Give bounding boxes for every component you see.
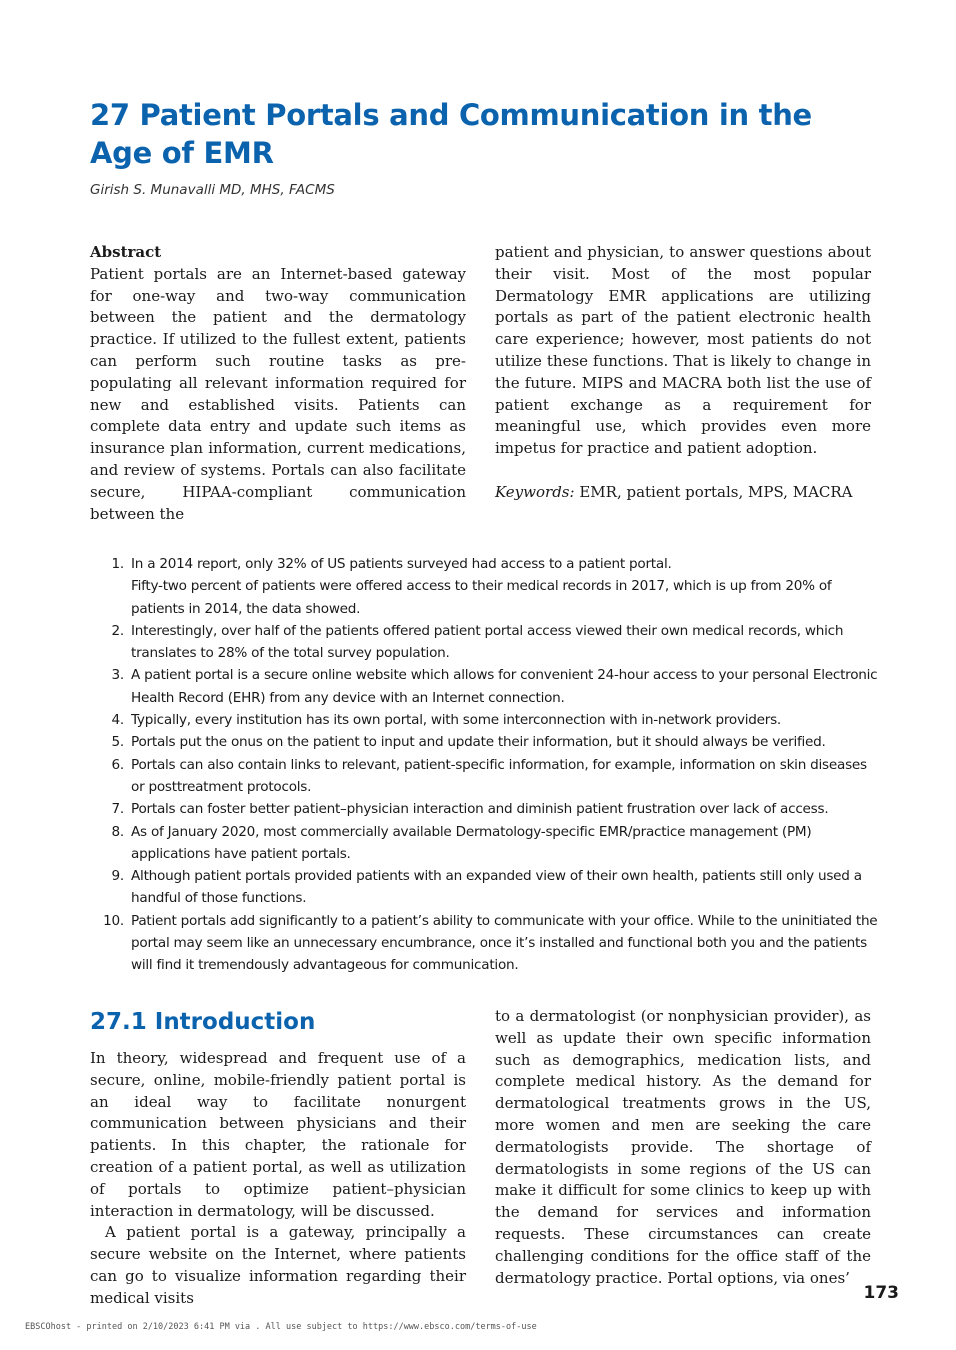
introduction-left-column [90,1048,466,1310]
abstract-left-column [90,242,466,525]
list-item-number: 9. [111,868,124,885]
list-item-number: 5. [111,734,124,751]
list-item-number: 4. [111,712,124,729]
abstract-right-column [495,242,871,504]
key-points-list [90,553,880,977]
list-item [90,620,880,665]
list-item-number: 10. [103,912,124,929]
introduction-paragraph-1: In theory, widespread and frequent use of a secure, online, mobile-friendly patient portal is an ideal way to facilitate nonurgent communication between physicians and their patients. In this chapter, the rationale for creation of a patient portal, as well as utilization of portals to optimize patient–physician interaction in dermatology, will be discussed. [90,1049,466,1220]
section-heading-introduction: 27.1 Introduction [90,1009,316,1035]
list-item-text: Patient portals add significantly to a patient’s ability to communicate with your office. While to the uninitiated the portal may seem like an unnecessary encumbrance, once it’s installed and functional both you and the patients will find it tremendously advantageous for communication. [131,912,878,974]
list-item [90,754,880,799]
list-item [90,910,880,977]
abstract-text-left: Patient portals are an Internet-based gateway for one-way and two-way communication between the patient and the dermatology practice. If utilized to the fullest extent, patients can perform such routine tasks as pre-populating all relevant information required for new and established visits. Patients can complete data entry and update such items as insurance plan information, current medications, and review of systems. Portals can also facilitate secure, HIPAA-compliant communication between the [90,264,466,523]
keywords-line [495,482,871,504]
abstract-heading: Abstract [90,243,162,261]
print-footer: EBSCOhost - printed on 2/10/2023 6:41 PM via . All use subject to https://www.ebsco.com/terms-of-use [25,1322,537,1332]
list-item [90,709,880,731]
list-item [90,731,880,753]
list-item-text: Interestingly, over half of the patients offered patient portal access viewed their own medical records, which translates to 28% of the total survey population. [131,622,844,662]
list-item-text: In a 2014 report, only 32% of US patients surveyed had access to a patient portal. [131,556,672,572]
list-item-text: Portals can foster better patient–physician interaction and diminish patient frustration over lack of access. [131,801,829,818]
list-item [90,553,880,620]
list-item [90,865,880,910]
list-item-text: Typically, every institution has its own portal, with some interconnection with in-network providers. [131,712,781,729]
author-line: Girish S. Munavalli MD, MHS, FACMS [90,182,335,198]
list-item-number: 6. [111,756,124,773]
list-item-number: 8. [111,823,124,840]
list-item-text: Although patient portals provided patients with an expanded view of their own health, patients still only used a handful of those functions. [131,868,862,907]
list-item-text: As of January 2020, most commercially available Dermatology-specific EMR/practice management (PM) applications have patient portals. [131,823,812,862]
chapter-title: 27 Patient Portals and Communication in the Age of EMR [90,98,812,170]
list-item-number: 3. [111,667,124,684]
keywords-value: EMR, patient portals, MPS, MACRA [579,482,853,501]
list-item [90,821,880,866]
list-item-text: Portals can also contain links to relevant, patient-specific information, for example, information on skin diseases or posttreatment protocols. [131,756,867,795]
list-item-number: 7. [111,801,124,818]
list-item-extra: Fifty-two percent of patients were offered access to their medical records in 2017, which is up from 20% of patients in 2014, the data showed. [131,578,832,617]
list-item [90,664,880,709]
list-item-number: 2. [111,622,124,639]
introduction-paragraph-right: to a dermatologist (or nonphysician provider), as well as update their own specific information such as demographics, medication lists, and complete medical history. As the demand for dermatological treatments grows in the US, more women and men are seeking the care dermatologists provide. The shortage of dermatologists in some regions of the US can make it difficult for some clinics to keep up with the demand for services and information requests. These circumstances can create challenging conditions for the office staff of the dermatology practice. Portal options, via ones’ [495,1007,871,1287]
page-number: 173 [863,1283,899,1303]
abstract-text-right: patient and physician, to answer questions about their visit. Most of the most popular Dermatology EMR applications are utilizing portals as part of the patient electronic health care experience; however, most patients do not utilize these functions. That is likely to change in the future. MIPS and MACRA both list the use of patient exchange as a requirement for meaningful use, which provides even more impetus for practice and patient adoption. [495,243,871,458]
introduction-paragraph-2: A patient portal is a gateway, principally a secure website on the Internet, where patients can go to visualize information regarding their medical visits [90,1223,466,1307]
keywords-label: Keywords: [495,482,575,501]
list-item [90,798,880,820]
list-item-text: Portals put the onus on the patient to input and update their information, but it should always be verified. [131,734,826,751]
list-item-number: 1. [111,556,124,572]
introduction-right-column [495,1006,871,1289]
list-item-text: A patient portal is a secure online website which allows for convenient 24-hour access to your personal Electronic Health Record (EHR) from any device with an Internet connection. [131,667,878,706]
